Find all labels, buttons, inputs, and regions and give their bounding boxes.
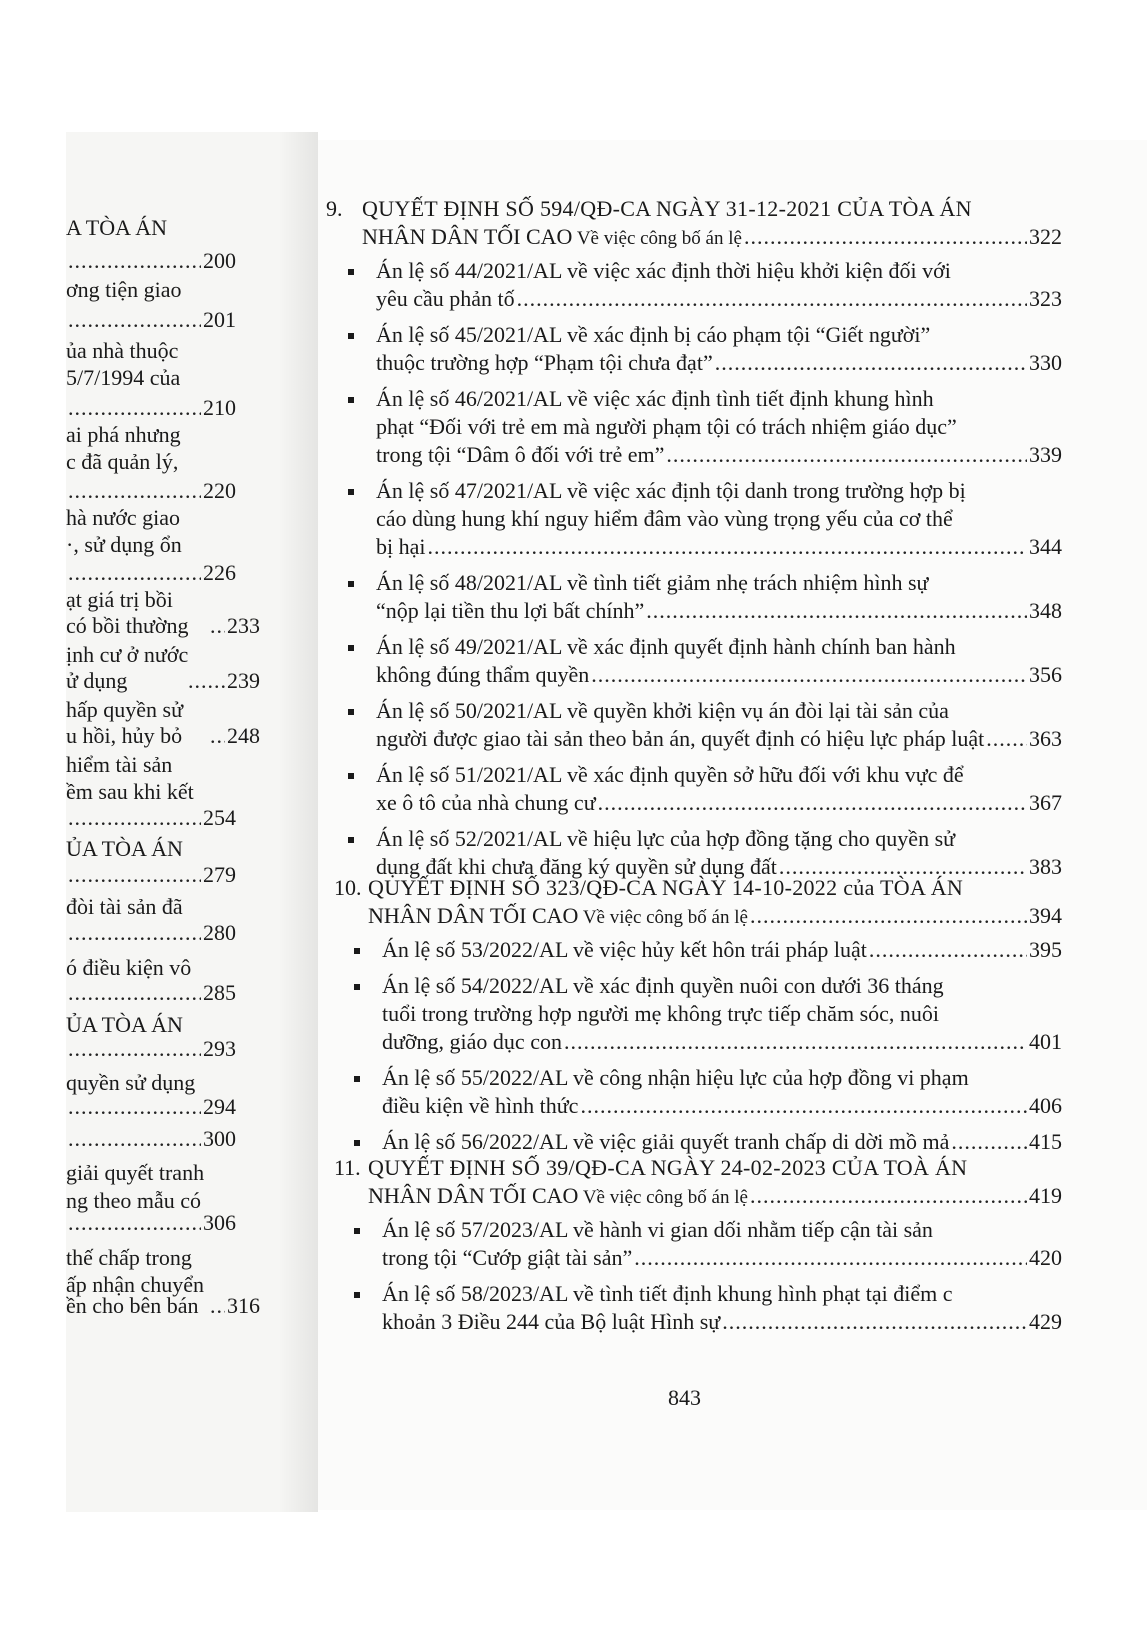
entry-last-line [382,1093,1062,1119]
dot-leader [646,598,1027,624]
dot-leader [68,1126,201,1152]
dot-leader [68,1094,201,1120]
toc-page-number: 429 [1029,1309,1062,1334]
entry-last-line [376,442,1062,468]
entry-last-line-text: khoản 3 Điều 244 của Bộ luật Hình sự [382,1309,721,1334]
left-toc-page-number: 294 [203,1094,236,1119]
section-heading-row [362,224,1062,250]
dot-leader [68,805,201,831]
dot-leader [750,903,1027,929]
bullet-icon [354,1292,360,1298]
left-toc-text: đòi tài sản đã [66,894,183,919]
left-toc-text: quyền sử dụng [66,1070,196,1095]
entry-last-line [382,1309,1062,1335]
left-toc-text: ấp nhận chuyển [66,1272,205,1297]
entry-line: Án lệ số 47/2021/AL về việc xác định tội danh trong trường hợp bị [376,478,966,503]
dot-leader [68,1210,201,1236]
left-toc-text: ai phá nhưng [66,422,181,447]
entry-last-line [376,350,1062,376]
dot-leader [715,350,1027,376]
section-heading-row-text: NHÂN DÂN TỐI CAO Về việc công bố án lệ [362,224,742,249]
entry-last-line-text: không đúng thẩm quyền [376,662,590,687]
entry-last-line-text: người được giao tài sản theo bản án, quyết định có hiệu lực pháp luật [376,726,985,751]
left-toc-page-number: 200 [203,248,236,273]
left-toc-page-number: 210 [203,395,236,420]
dot-leader [428,534,1028,560]
section-number: 9. [326,196,343,221]
left-toc-text: ·, sử dụng ổn [66,532,182,557]
left-toc-page-number: 239 [227,668,260,693]
left-toc-text: ỦA TÒA ÁN [66,1012,183,1037]
bullet-icon [348,397,354,403]
dot-leader [598,790,1027,816]
dot-leader [68,1036,201,1062]
left-toc-page-number: 306 [203,1210,236,1235]
entry-last-line [382,1029,1062,1055]
dot-leader [68,560,201,586]
left-toc-page-number: 248 [227,723,260,748]
toc-page-number: 348 [1029,598,1062,623]
toc-page-number: 323 [1029,286,1062,311]
left-toc-text: ủa nhà thuộc [66,338,179,363]
left-toc-page-number: 254 [203,805,236,830]
left-toc-page-row [208,1293,260,1319]
bullet-icon [348,645,354,651]
left-toc-text: hiểm tài sản [66,752,173,777]
dot-leader [591,662,1027,688]
toc-page-number: 344 [1029,534,1062,559]
entry-line: Án lệ số 46/2021/AL về việc xác định tình tiết định khung hình [376,386,934,411]
dot-leader [634,1245,1027,1271]
entry-last-line [382,1245,1062,1271]
bullet-icon [348,489,354,495]
bullet-icon [348,581,354,587]
dot-leader [210,723,225,749]
dot-leader [580,1093,1027,1119]
section-heading: QUYẾT ĐỊNH SỐ 323/QĐ-CA NGÀY 14-10-2022 của TÒA ÁN [368,875,964,900]
section-heading: QUYẾT ĐỊNH SỐ 39/QĐ-CA NGÀY 24-02-2023 CỦA TOÀ ÁN [368,1155,968,1180]
dot-leader [750,1183,1027,1209]
toc-page-number: 322 [1029,224,1062,249]
dot-leader [722,1309,1027,1335]
entry-last-line-text: trong tội “Cướp giật tài sản” [382,1245,633,1270]
dot-leader [666,442,1027,468]
left-toc-page-row [66,395,236,421]
left-toc-page-number: 226 [203,560,236,585]
left-toc-page-row [66,980,236,1006]
entry-last-line-text: dụng đất khi chưa đăng ký quyền sử dụng đất [376,854,777,879]
dot-leader [210,613,225,639]
bullet-icon [348,837,354,843]
bullet-icon [354,1228,360,1234]
section-subtitle: Về việc công bố án lệ [578,907,748,928]
left-toc-page-row [66,805,236,831]
left-toc-text: hà nước giao [66,505,180,530]
dot-leader [188,668,225,694]
left-toc-page-number: 300 [203,1126,236,1151]
entry-last-line [376,534,1062,560]
left-toc-page-row [208,613,260,639]
left-toc-page-row [66,1036,236,1062]
left-toc-page-row [66,862,236,888]
dot-leader [210,1293,225,1319]
left-toc-page-row [66,1126,236,1152]
section-heading-row [368,903,1062,929]
page-number: 843 [668,1385,701,1410]
left-toc-text: ơng tiện giao [66,277,182,302]
entry-last-line [376,286,1062,312]
entry-line: Án lệ số 45/2021/AL về xác định bị cáo phạm tội “Giết người” [376,322,931,347]
left-toc-page-row [66,478,236,504]
dot-leader [68,478,201,504]
toc-page-number: 420 [1029,1245,1062,1270]
dot-leader [951,1129,1027,1155]
entry-line: phạt “Đối với trẻ em mà người phạm tội có trách nhiệm giáo dục” [376,414,957,439]
dot-leader [68,980,201,1006]
entry-last-line [382,1129,1062,1155]
left-toc-page-row [208,723,260,749]
left-toc-page-row [66,248,236,274]
toc-page-number: 395 [1029,937,1062,962]
left-toc-text: u hồi, hủy bỏ [66,723,183,748]
section-subtitle: Về việc công bố án lệ [578,1187,748,1208]
entry-line: Án lệ số 54/2022/AL về xác định quyền nuôi con dưới 36 tháng [382,973,944,998]
dot-leader [517,286,1027,312]
entry-last-line-text: dưỡng, giáo dục con [382,1029,562,1054]
left-toc-page-row [66,920,236,946]
dot-leader [68,862,201,888]
left-toc-text: ềm sau khi kết [66,779,194,804]
entry-line: Án lệ số 58/2023/AL về tình tiết định khung hình phạt tại điểm c [382,1281,953,1306]
entry-line: Án lệ số 51/2021/AL về xác định quyền sở hữu đối với khu vực để [376,762,964,787]
section-number: 10. [334,875,362,900]
toc-page-number: 419 [1029,1183,1062,1208]
entry-line: tuổi trong trường hợp người mẹ không trực tiếp chăm sóc, nuôi [382,1001,940,1026]
left-toc-text: A TÒA ÁN [66,215,168,240]
left-toc-page-row [66,1210,236,1236]
entry-last-line [376,662,1062,688]
dot-leader [869,937,1027,963]
left-toc-page-row [66,1094,236,1120]
entry-last-line-text: “nộp lại tiền thu lợi bất chính” [376,598,645,623]
bullet-icon [348,269,354,275]
left-toc-text: ạt giá trị bồi [66,587,173,612]
left-toc-text: hấp quyền sử [66,697,184,722]
entry-line: Án lệ số 52/2021/AL về hiệu lực của hợp đồng tặng cho quyền sử [376,826,956,851]
left-toc-page-number: 280 [203,920,236,945]
section-heading: QUYẾT ĐỊNH SỐ 594/QĐ-CA NGÀY 31-12-2021 CỦA TÒA ÁN [362,196,972,221]
left-toc-page-number: 293 [203,1036,236,1061]
entry-last-line-text: xe ô tô của nhà chung cư [376,790,596,815]
entry-last-line-text: Án lệ số 56/2022/AL về việc giải quyết tranh chấp di dời mồ mả [382,1129,950,1154]
dot-leader [68,307,201,333]
toc-page-number: 394 [1029,903,1062,928]
entry-line: Án lệ số 57/2023/AL về hành vi gian dối nhằm tiếp cận tài sản [382,1217,933,1242]
dot-leader [744,224,1027,250]
dot-leader [68,395,201,421]
page-gutter-shadow [278,132,318,1512]
entry-line: Án lệ số 50/2021/AL về quyền khởi kiện vụ án đòi lại tài sản của [376,698,949,723]
section-heading-row-text: NHÂN DÂN TỐI CAO Về việc công bố án lệ [368,903,748,928]
entry-last-line-text: Án lệ số 53/2022/AL về việc hủy kết hôn trái pháp luật [382,937,867,962]
left-page [66,132,318,1512]
left-toc-page-number: 279 [203,862,236,887]
left-toc-text: ng theo mẫu có [66,1188,202,1213]
toc-page-number: 367 [1029,790,1062,815]
dot-leader [986,726,1027,752]
section-heading-row-text: NHÂN DÂN TỐI CAO Về việc công bố án lệ [368,1183,748,1208]
entry-last-line [376,598,1062,624]
left-toc-text: ịnh cư ở nước [66,642,189,667]
entry-line: Án lệ số 55/2022/AL về công nhận hiệu lực của hợp đồng vi phạm [382,1065,969,1090]
entry-line: cáo dùng hung khí nguy hiểm đâm vào vùng trọng yếu của cơ thể [376,506,953,531]
entry-last-line [376,790,1062,816]
left-toc-text: ó điều kiện vô [66,955,192,980]
toc-page-number: 330 [1029,350,1062,375]
bullet-icon [348,709,354,715]
section-subtitle: Về việc công bố án lệ [572,228,742,249]
left-toc-text: c đã quản lý, [66,449,179,474]
left-toc-page-number: 285 [203,980,236,1005]
entry-last-line-text: điều kiện về hình thức [382,1093,579,1118]
bullet-icon [354,1140,360,1146]
entry-last-line-text: bị hại [376,534,426,559]
left-toc-page-row [66,560,236,586]
left-toc-text: ỦA TÒA ÁN [66,836,183,861]
left-toc-text: có bồi thường [66,613,189,638]
toc-page-number: 406 [1029,1093,1062,1118]
bullet-icon [348,773,354,779]
toc-page-number: 356 [1029,662,1062,687]
entry-line: Án lệ số 48/2021/AL về tình tiết giảm nhẹ trách nhiệm hình sự [376,570,929,595]
left-toc-page-row [66,307,236,333]
toc-page-number: 339 [1029,442,1062,467]
toc-page-number: 363 [1029,726,1062,751]
left-toc-text: ử dụng [66,668,128,693]
entry-last-line [382,937,1062,963]
left-toc-page-number: 220 [203,478,236,503]
left-toc-page-number: 316 [227,1293,260,1318]
toc-page-number: 415 [1029,1129,1062,1154]
left-toc-text: ền cho bên bán [66,1293,199,1318]
bullet-icon [354,984,360,990]
toc-page-number: 383 [1029,854,1062,879]
left-toc-text: 5/7/1994 của [66,365,181,390]
bullet-icon [354,1076,360,1082]
entry-last-line-text: trong tội “Dâm ô đối với trẻ em” [376,442,665,467]
left-toc-text: giải quyết tranh [66,1160,205,1185]
toc-page-number: 401 [1029,1029,1062,1054]
bullet-icon [348,333,354,339]
bullet-icon [354,948,360,954]
left-toc-text: thế chấp trong [66,1245,192,1270]
entry-last-line-text: thuộc trường hợp “Phạm tội chưa đạt” [376,350,713,375]
dot-leader [564,1029,1027,1055]
entry-last-line [376,726,1062,752]
section-number: 11. [334,1155,361,1180]
section-heading-row [368,1183,1062,1209]
dot-leader [68,920,201,946]
left-toc-page-row [186,668,260,694]
dot-leader [68,248,201,274]
entry-line: Án lệ số 49/2021/AL về xác định quyết định hành chính ban hành [376,634,956,659]
left-toc-page-number: 201 [203,307,236,332]
entry-last-line-text: yêu cầu phản tố [376,286,515,311]
entry-line: Án lệ số 44/2021/AL về việc xác định thời hiệu khởi kiện đối với [376,258,951,283]
left-toc-page-number: 233 [227,613,260,638]
